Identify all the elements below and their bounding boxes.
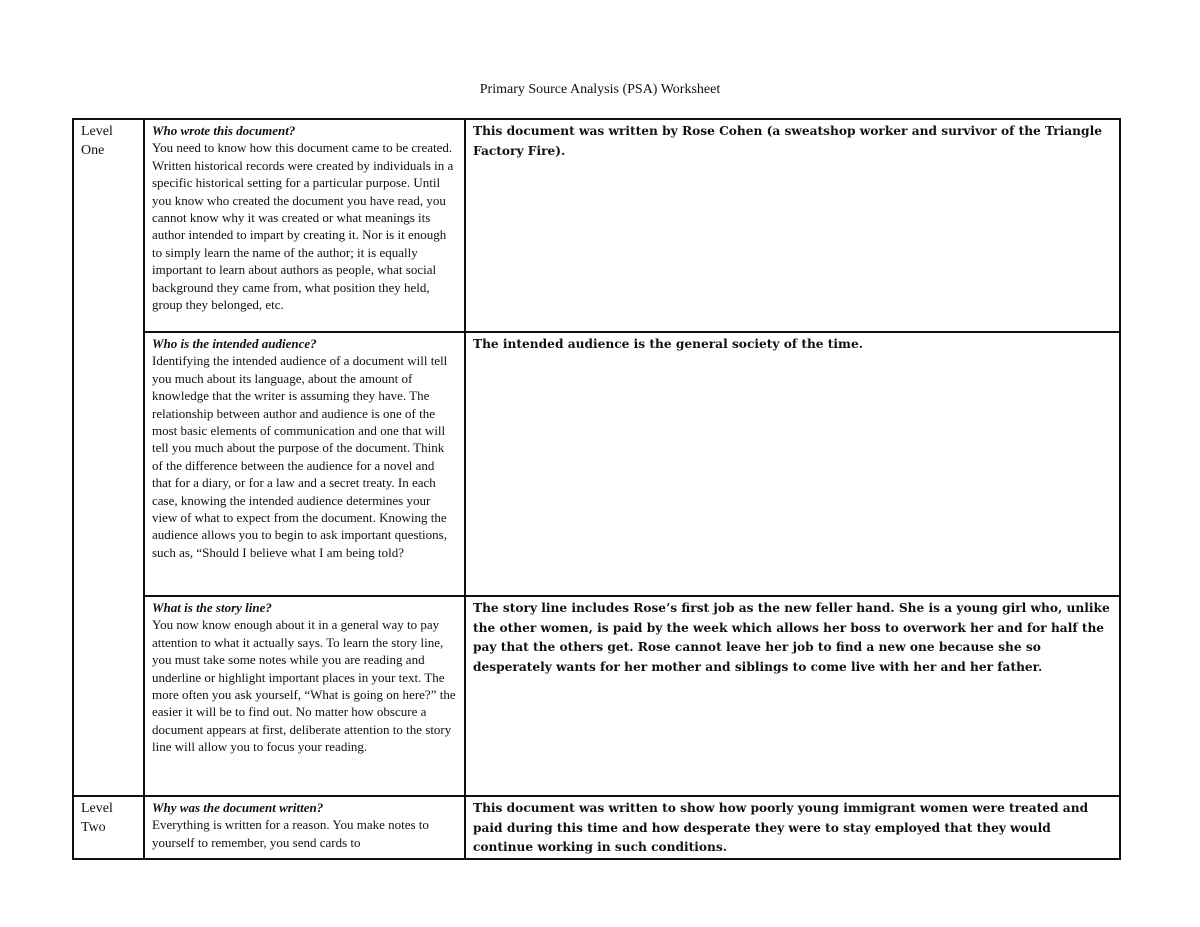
question-heading: What is the story line? [152, 600, 272, 615]
answer-text: This document was written to show how poorly young immigrant women were treated and paid during this time and how desperate they were to stay employed that they would continue working in such conditions. [473, 801, 1089, 854]
table-row [73, 119, 1120, 332]
question-heading: Who is the intended audience? [152, 336, 317, 351]
table-row [73, 332, 1120, 596]
answer-cell[interactable] [465, 596, 1120, 796]
question-guidance: Everything is written for a reason. You make notes to yourself to remember, you send cards to [152, 817, 429, 850]
table-row [73, 596, 1120, 796]
answer-text: The story line includes Rose’s first job as the new feller hand. She is a young girl who, unlike the other women, is paid by the week which allows her boss to overwork her and for half the pay that the others get. Rose cannot leave her job to find a new one because she so desperately wants for her mother and siblings to come live with her and her father. [473, 601, 1110, 674]
answer-text: This document was written by Rose Cohen (a sweatshop worker and survivor of the Triangle Factory Fire). [473, 124, 1102, 158]
answer-cell[interactable] [465, 796, 1120, 859]
answer-cell[interactable] [465, 119, 1120, 332]
psa-worksheet-table [72, 118, 1121, 860]
question-guidance: You need to know how this document came to be created. Written historical records were created by individuals in a specific historical setting for a particular purpose. Until you know who created the document you have read, you cannot know why it was created or what meanings its author intended to impart by creating it. Nor is it enough to simply learn the name of the author; it is equally important to learn about authors as people, what social background they came from, what position they held, group they belonged, etc. [152, 140, 454, 313]
level-two-label: Level Two [81, 801, 113, 835]
question-heading: Who wrote this document? [152, 123, 296, 138]
question-cell [144, 596, 465, 796]
question-cell [144, 332, 465, 596]
question-guidance: You now know enough about it in a general way to pay attention to what it actually says. To learn the story line, you must take some notes while you are reading and underline or highlight important places in your text. The more often you ask yourself, “What is going on here?” the easier it will be to find out. No matter how obscure a document appears at first, deliberate attention to the story line will allow you to focus your reading. [152, 617, 456, 755]
question-heading: Why was the document written? [152, 800, 324, 815]
answer-text: The intended audience is the general society of the time. [473, 337, 863, 351]
level-one-cell [73, 119, 144, 796]
level-one-label: Level One [81, 124, 113, 158]
level-two-cell [73, 796, 144, 859]
question-guidance: Identifying the intended audience of a document will tell you much about its language, about the amount of knowledge that the writer is assuming they have. The relationship between author and audience is one of the most basic elements of communication and one that will tell you much about the purpose of the document. Think of the difference between the audience for a novel and that for a diary, or for a law and a secret treaty. In each case, knowing the intended audience determines your view of what to expect from the document. Knowing the audience allows you to begin to ask important questions, such as, “Should I believe what I am being told? [152, 353, 448, 560]
page-title: Primary Source Analysis (PSA) Worksheet [479, 82, 721, 97]
question-cell [144, 119, 465, 332]
answer-cell[interactable] [465, 332, 1120, 596]
question-cell [144, 796, 465, 859]
table-row [73, 796, 1120, 859]
